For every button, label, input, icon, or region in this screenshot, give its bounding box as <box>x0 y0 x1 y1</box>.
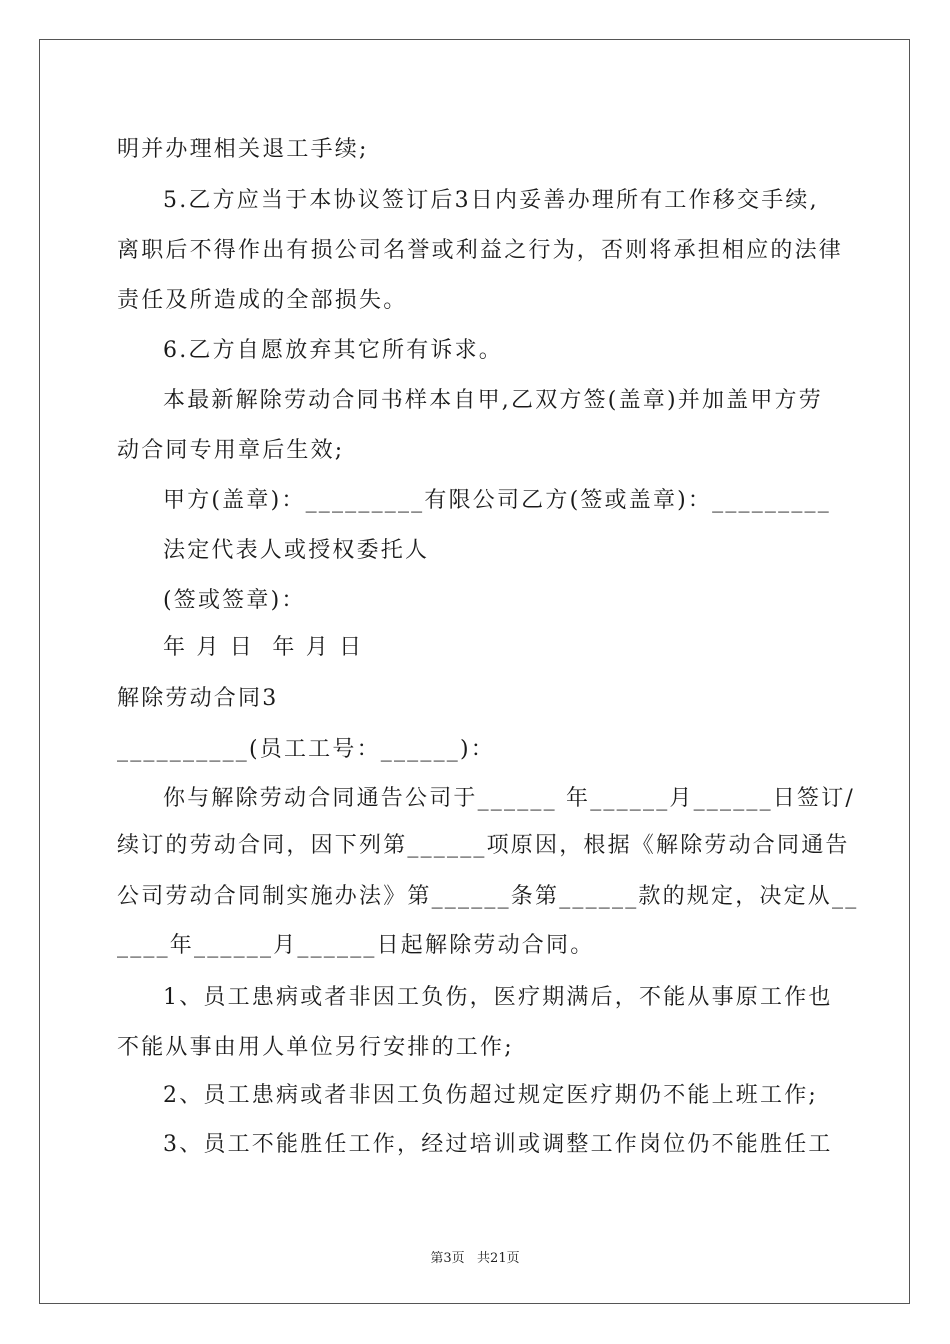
text-line: 6.乙方自愿放弃其它所有诉求。 <box>163 338 503 363</box>
text-line: 动合同专用章后生效; <box>117 438 345 463</box>
text-line: 责任及所造成的全部损失。 <box>117 288 408 313</box>
text-line: 你与解除劳动合同通告公司于______ 年______月______日签订/ <box>163 786 856 811</box>
text-line: 续订的劳动合同，因下列第______项原因，根据《解除劳动合同通告 <box>117 833 850 858</box>
page-number-footer: 第3页 共21页 <box>430 1251 520 1266</box>
text-line: ____年______月______日起解除劳动合同。 <box>117 933 595 958</box>
text-line: 公司劳动合同制实施办法》第______条第______款的规定，决定从__ <box>117 884 859 909</box>
text-line: 离职后不得作出有损公司名誉或利益之行为，否则将承担相应的法律 <box>117 238 844 263</box>
section-title: 解除劳动合同3 <box>117 686 279 711</box>
text-line: 2、员工患病或者非因工负伤超过规定医疗期仍不能上班工作; <box>163 1083 819 1108</box>
text-line: __________(员工工号：______)： <box>117 737 495 762</box>
signature-line: 甲方(盖章)：_________有限公司乙方(签或盖章)：_________ <box>163 488 831 513</box>
text-line: 5.乙方应当于本协议签订后3日内妥善办理所有工作移交手续, <box>163 188 819 213</box>
page-border <box>39 39 910 1304</box>
text-line: (签或签章)： <box>163 588 306 613</box>
text-line: 法定代表人或授权委托人 <box>163 538 430 563</box>
text-line: 1、员工患病或者非因工负伤，医疗期满后，不能从事原工作也 <box>163 985 833 1010</box>
text-line: 明并办理相关退工手续; <box>117 137 369 162</box>
text-line: 3、员工不能胜任工作，经过培训或调整工作岗位仍不能胜任工 <box>163 1132 833 1157</box>
text-line: 不能从事由用人单位另行安排的工作; <box>117 1035 514 1060</box>
text-line: 本最新解除劳动合同书样本自甲,乙双方签(盖章)并加盖甲方劳 <box>163 388 823 413</box>
date-line: 年 月 日 年 月 日 <box>163 635 364 660</box>
